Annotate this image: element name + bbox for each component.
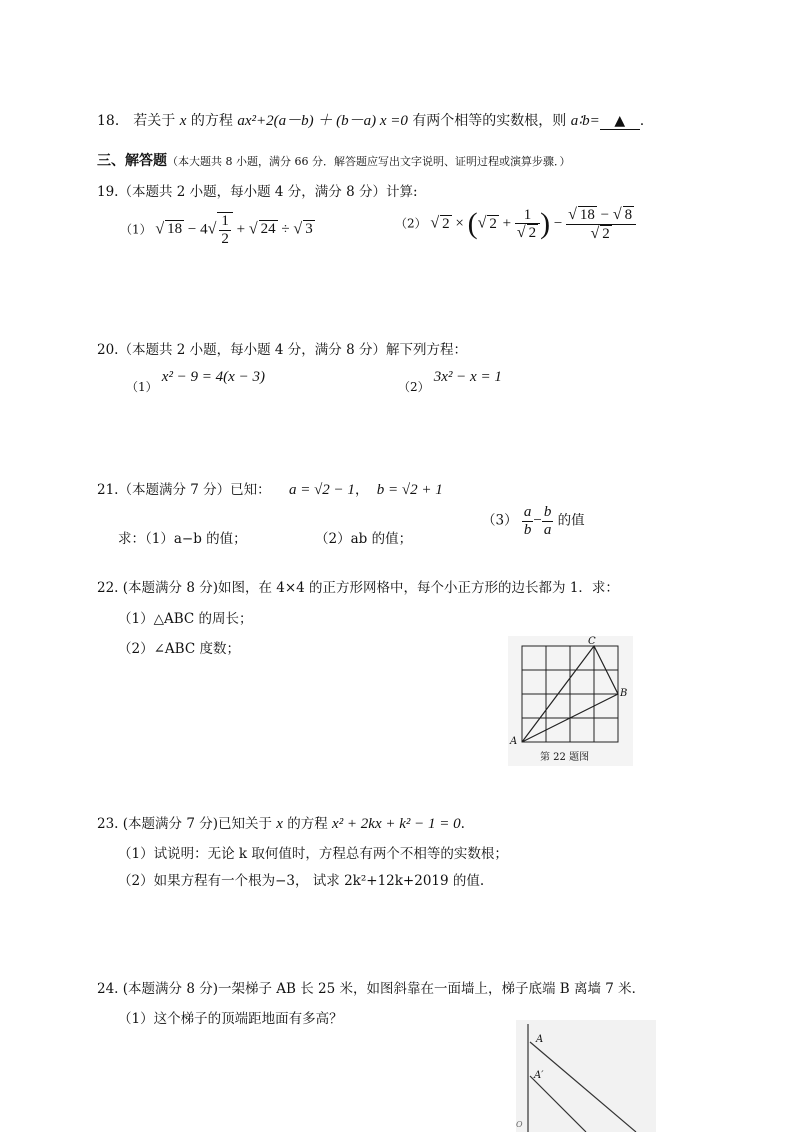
q18-number: 18． bbox=[97, 113, 129, 129]
q20-p1-equation: x² − 9 = 4(x − 3) bbox=[161, 369, 265, 385]
point-o-label: O bbox=[516, 1120, 523, 1129]
section-3-heading bbox=[97, 150, 570, 170]
point-a-prime-label: A′ bbox=[534, 1070, 544, 1081]
q22-part-1: （1）△ABC 的周长； bbox=[118, 611, 253, 627]
point-c-label: C bbox=[588, 636, 596, 647]
q21-ask-3: （3） $\frac{a}{b}$ − $\frac{b}{a}$ 的值 bbox=[482, 504, 585, 538]
q23-header: 23. (本题满分 7 分)已知关于 bbox=[97, 816, 272, 832]
q21-a-equation: a = √2 − 1 bbox=[288, 482, 355, 498]
q23-end: . bbox=[460, 816, 465, 832]
q24-part-1: （1）这个梯子的顶端距地面有多高？ bbox=[118, 1011, 343, 1027]
q18-text-a: 若关于 bbox=[133, 113, 176, 129]
q19-header: 19.（本题共 2 小题，每小题 4 分，满分 8 分）计算: bbox=[97, 184, 418, 200]
q20-p1-label: （1） bbox=[126, 380, 158, 394]
triangle-marker-icon: ▲ bbox=[614, 113, 626, 129]
q20-p2-label: （2） bbox=[398, 380, 430, 394]
q22-figure bbox=[508, 636, 633, 766]
section-3-title: 三、解答题 bbox=[97, 153, 167, 169]
q19-part-2: （2） √ 2 × (√ 2 + $\frac{1}{√ 2}$ ) − $\frac{√ 18 - √ 8}{√ 2}$ bbox=[395, 206, 636, 242]
q23-equation: x² + 2kx + k² − 1 = 0 bbox=[332, 816, 461, 832]
q18-text-b: 的方程 bbox=[190, 113, 233, 129]
point-a-label: A bbox=[536, 1034, 544, 1045]
q20-part-2 bbox=[398, 368, 502, 394]
q20-header: 20.（本题共 2 小题，每小题 4 分，满分 8 分）解下列方程： bbox=[97, 342, 467, 358]
q22-part-2: （2）∠ABC 度数； bbox=[118, 641, 240, 657]
q18-var-x: x bbox=[179, 113, 187, 129]
section-3-note: （本大题共 8 小题，满分 66 分．解答题应写出文字说明、证明过程或演算步骤．） bbox=[167, 155, 571, 168]
q23-var-x: x bbox=[276, 816, 283, 832]
point-a-label: A bbox=[510, 736, 518, 747]
q19-p2-label: （2） bbox=[395, 216, 427, 231]
q18-end: . bbox=[639, 113, 645, 129]
q19-p1-label: （1） bbox=[120, 222, 152, 237]
q23-part-1: （1）试说明：无论 k 取何值时，方程总有两个不相等的实数根； bbox=[118, 846, 508, 862]
q21-header: 21.（本题满分 7 分）已知： bbox=[97, 482, 271, 498]
q18-ratio: a∶b= bbox=[570, 113, 600, 129]
q21-ask-2: （2）ab 的值； bbox=[315, 531, 413, 547]
q22-header: 22. (本题满分 8 分)如图，在 4×4 的正方形网格中，每个小正方形的边长都为 1．求： bbox=[97, 580, 619, 596]
q23-part-2: （2）如果方程有一个根为−3， 试求 2k²+12k+2019 的值. bbox=[118, 873, 485, 889]
q20-part-1 bbox=[126, 368, 265, 394]
grid-triangle-diagram bbox=[508, 636, 633, 766]
question-21 bbox=[97, 478, 443, 499]
answer-blank bbox=[600, 113, 640, 130]
q21-ask-3-tail: 的值 bbox=[557, 512, 585, 529]
point-b-label: B bbox=[620, 688, 628, 699]
question-18 bbox=[97, 109, 644, 130]
q21-comma: ， bbox=[354, 482, 369, 498]
q19-part-1: （1） √ 18 − 4√ $\frac{1}{2}$ + √ 24 ÷ √ 3 bbox=[120, 213, 313, 247]
question-23 bbox=[97, 812, 465, 833]
q21-b-equation: b = √2 + 1 bbox=[376, 482, 443, 498]
q18-equation: ax²+2(a－b) ＋ (b－a) x =0 bbox=[237, 113, 408, 129]
q18-text-c: 有两个相等的实数根，则 bbox=[412, 113, 567, 129]
q21-ask-3-label: （3） bbox=[482, 512, 518, 529]
figure-caption: 第 22 题图 bbox=[540, 752, 590, 763]
q20-p2-equation: 3x² − x = 1 bbox=[433, 369, 502, 385]
q23-header-b: 的方程 bbox=[287, 816, 328, 832]
q24-figure bbox=[516, 1020, 656, 1132]
q24-header: 24. (本题满分 8 分)一架梯子 AB 长 25 米，如图斜靠在一面墙上，梯子底端 B 离墙 7 米． bbox=[97, 981, 646, 997]
q21-ask-1: 求：（1）a−b 的值； bbox=[118, 531, 247, 547]
